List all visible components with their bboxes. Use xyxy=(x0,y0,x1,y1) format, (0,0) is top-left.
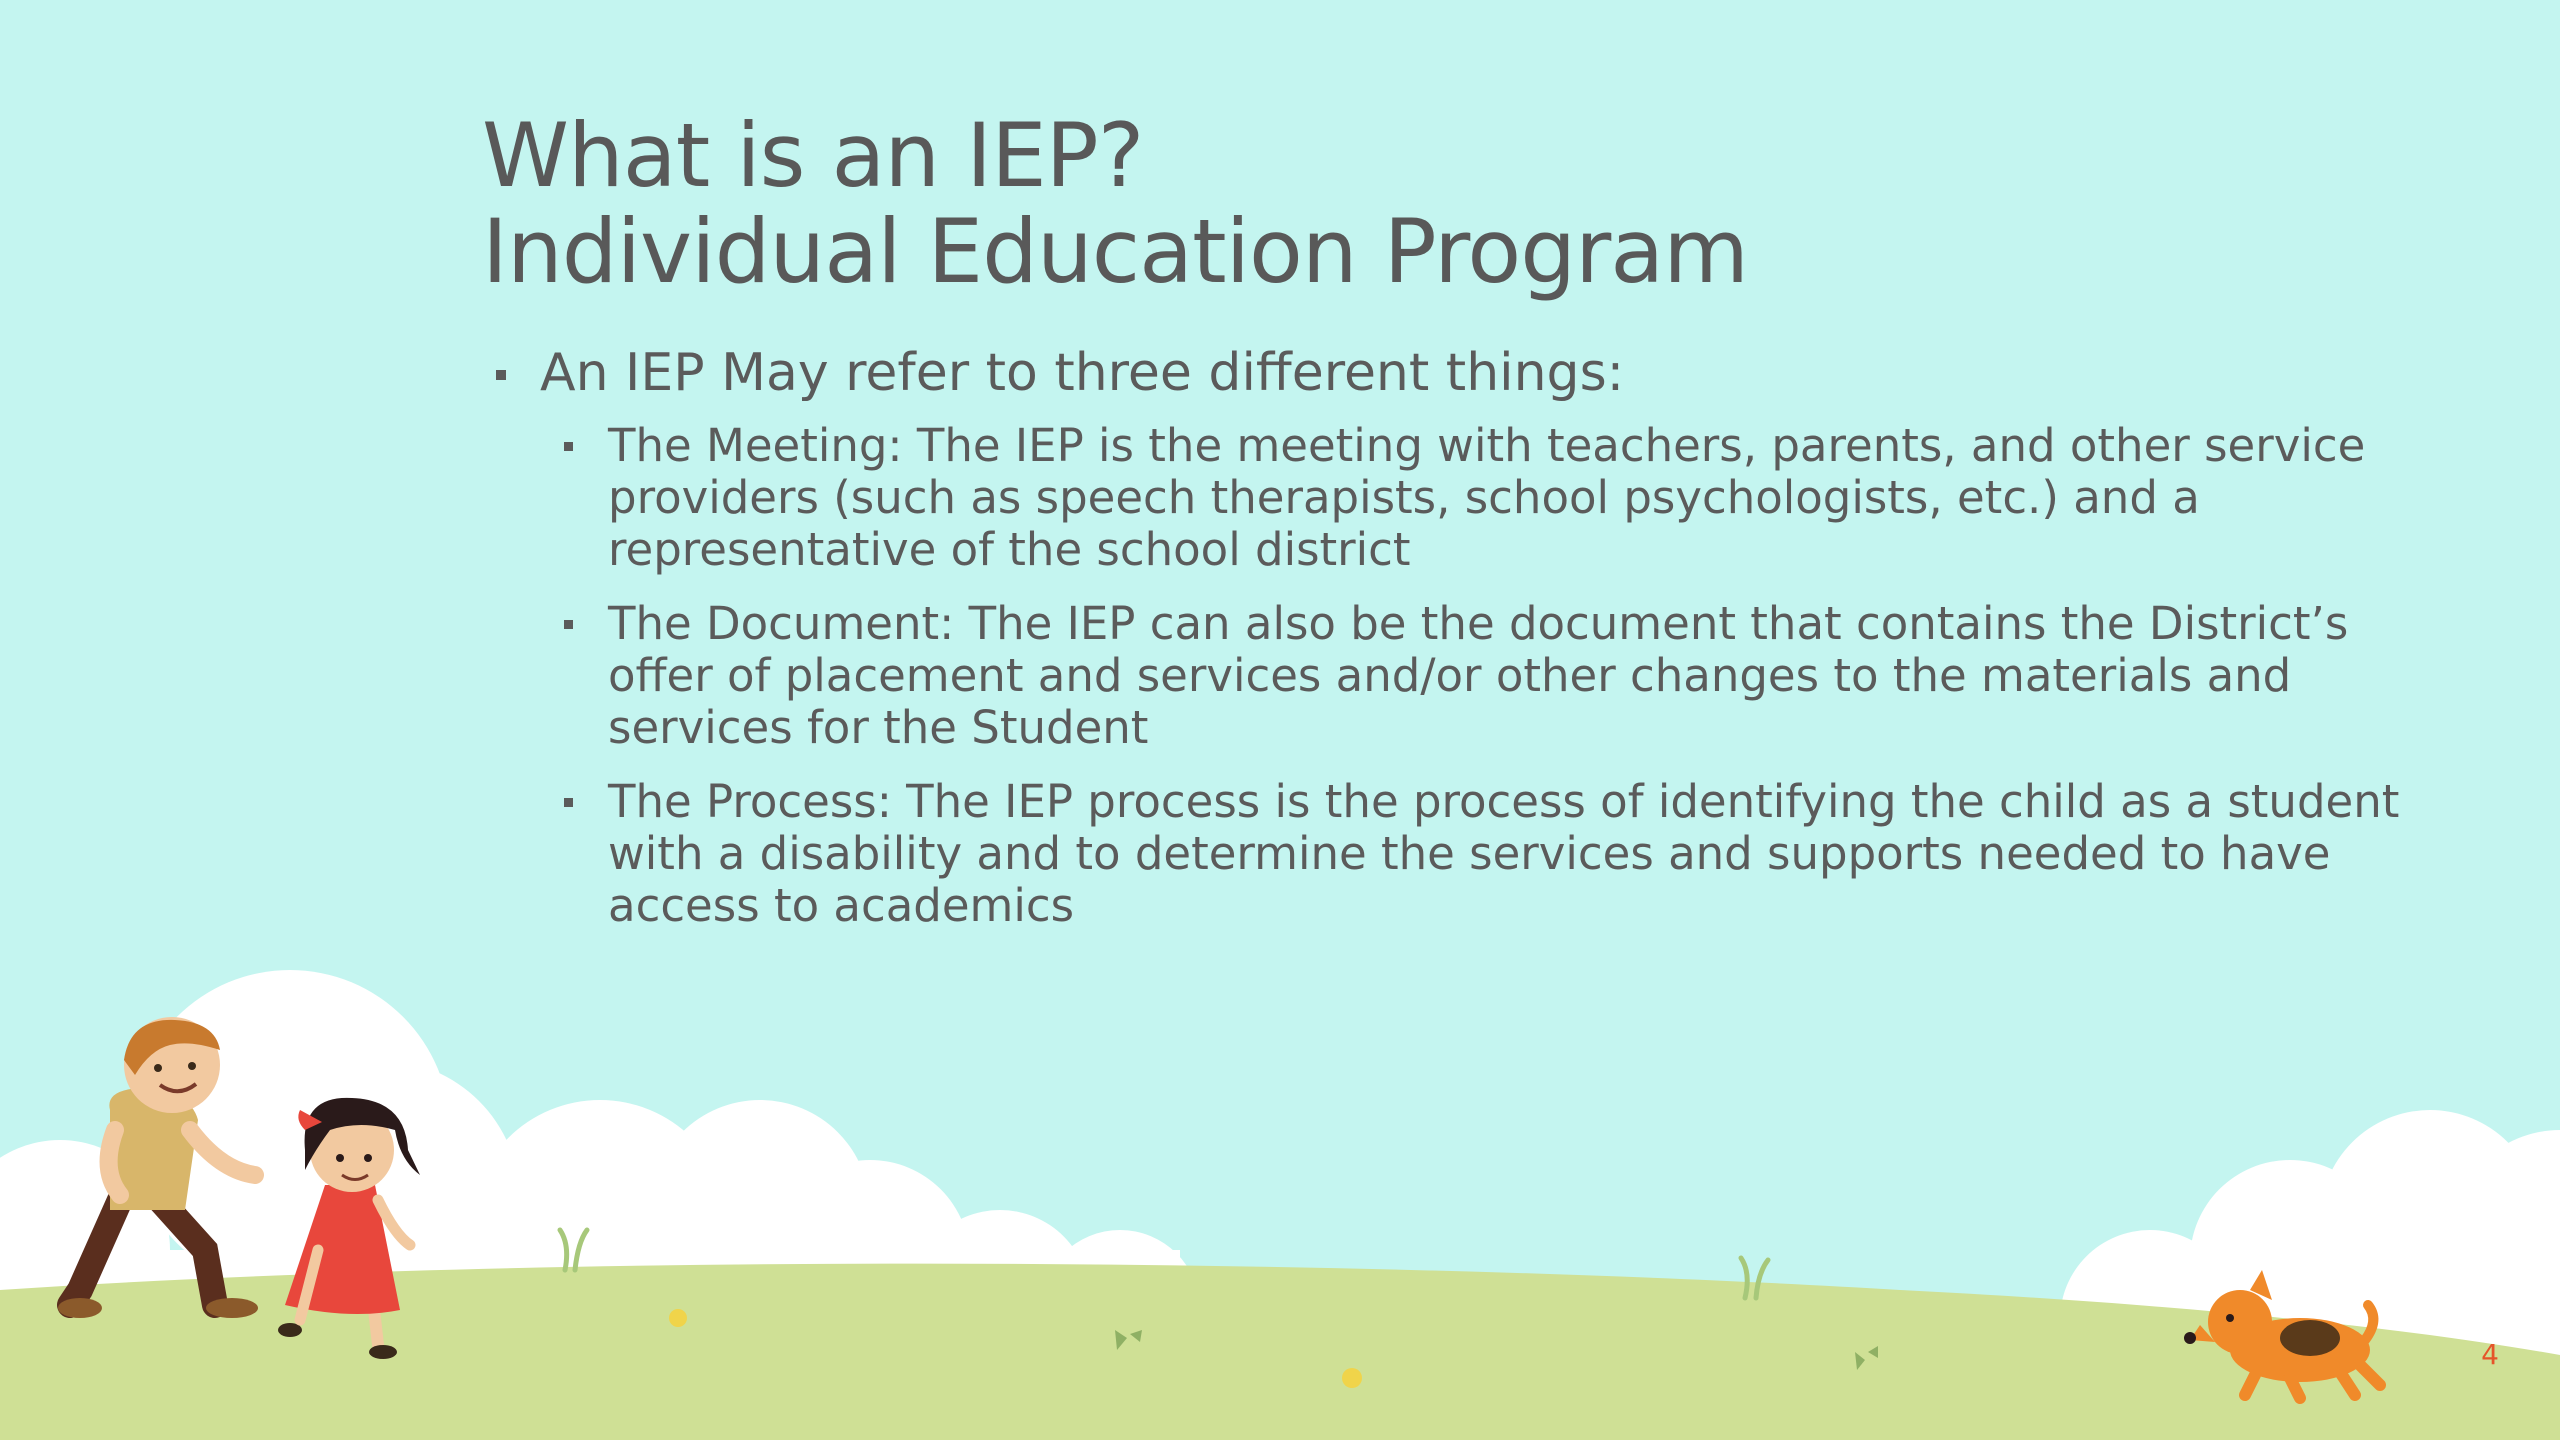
slide-body xyxy=(490,336,2430,954)
sub-bullet-process: The Process: The IEP process is the process of identifying the child as a student with a disability and to determine the services and supports needed to have access to academics xyxy=(558,776,2430,932)
slide-number: 4 xyxy=(2481,1338,2499,1371)
title-line-2: Individual Education Program xyxy=(482,200,1748,303)
slide-title xyxy=(482,104,2382,303)
sub-bullet-document: The Document: The IEP can also be the document that contains the District’s offer of placement and services and/or other changes to the materials and services for the Student xyxy=(558,598,2430,754)
title-line-1: What is an IEP? xyxy=(482,104,1144,207)
sub-bullet-meeting: The Meeting: The IEP is the meeting with teachers, parents, and other service providers (such as speech therapists, school psychologists, etc.) and a representative of the school district xyxy=(558,420,2430,576)
bullet-main: An IEP May refer to three different things: xyxy=(490,336,2430,410)
